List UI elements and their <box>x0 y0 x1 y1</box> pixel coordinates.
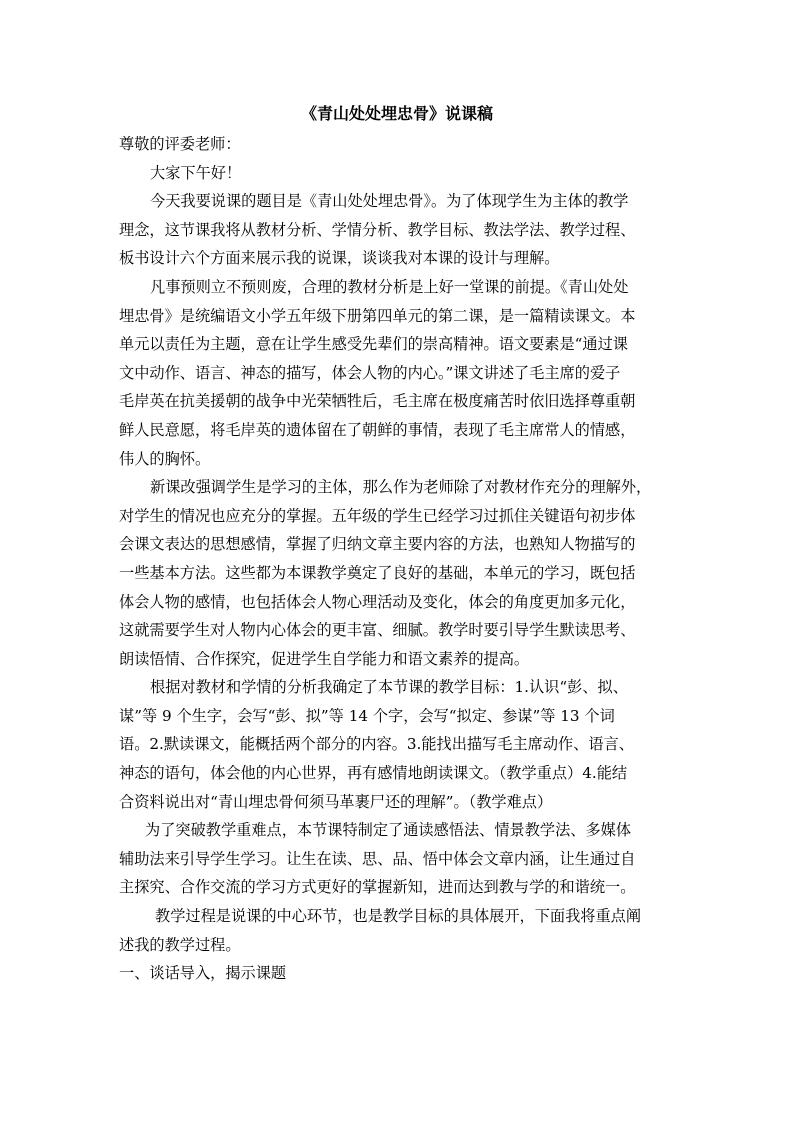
text-line: 毛岸英在抗美援朝的战争中光荣牺牲后，毛主席在极度痛苦时依旧选择尊重朝 <box>119 392 636 411</box>
text-line: 教学过程是说课的中心环节，也是教学目标的具体展开，下面我将重点阐 <box>155 907 641 926</box>
text-line: 合资料说出对“青山埋忠骨何须马革裹尸还的理解”。（教学难点） <box>119 792 553 811</box>
text-line: 会课文表达的思想感情，掌握了归纳文章主要内容的方法，也熟知人物描写的 <box>119 535 636 554</box>
text-line: 板书设计六个方面来展示我的说课，谈谈我对本课的设计与理解。 <box>119 249 560 268</box>
text-line: 辅助法来引导学生学习。让生在读、思、品、悟中体会文章内涵，让生通过自 <box>119 849 636 868</box>
paragraph <box>119 187 685 273</box>
text-line: 神态的语句，体会他的内心世界，再有感情地朗读课文。（教学重点）4.能结 <box>119 764 628 783</box>
text-line: 埋忠骨》是统编语文小学五年级下册第四单元的第二课，是一篇精读课文。本 <box>119 306 636 325</box>
text-line: 谋”等 9 个生字，会写“彭、拟”等 14 个字，会写“拟定、参谋”等 13 个词 <box>119 706 615 725</box>
text-line: 伟人的胸怀。 <box>119 449 211 468</box>
paragraph <box>119 816 685 902</box>
paragraph <box>119 673 685 816</box>
paragraph <box>119 273 685 473</box>
text-line: 单元以责任为主题，意在让学生感受先辈们的崇高精神。语文要素是“通过课 <box>119 335 628 354</box>
text-line: 根据对教材和学情的分析我确定了本节课的教学目标：1.认识“彭、拟、 <box>150 678 628 697</box>
document-title: 《青山处处埋忠骨》说课稿 <box>300 104 493 123</box>
text-line: 一、谈话导入，揭示课题 <box>119 964 287 983</box>
text-line: 主探究、合作交流的学习方式更好的掌握新知，进而达到教与学的和谐统一。 <box>119 878 636 897</box>
text-line: 理念，这节课我将从教材分析、学情分析、教学目标、教法学法、教学过程、 <box>119 220 636 239</box>
paragraph <box>119 159 685 188</box>
text-line: 对学生的情况也应充分的掌握。五年级的学生已经学习过抓住关键语句初步体 <box>119 506 636 525</box>
text-line: 体会人物的感情，也包括体会人物心理活动及变化，体会的角度更加多元化， <box>119 592 636 611</box>
text-line: 为了突破教学重难点，本节课特制定了通读感悟法、情景教学法、多媒体 <box>145 821 631 840</box>
text-line: 今天我要说课的题目是《青山处处埋忠骨》。为了体现学生为主体的教学 <box>150 192 629 211</box>
paragraph <box>119 902 685 959</box>
text-line: 鲜人民意愿，将毛岸英的遗体留在了朝鲜的事情，表现了毛主席常人的情感， <box>119 420 636 439</box>
paragraph <box>119 959 685 988</box>
text-line: 朗读悟情、合作探究，促进学生自学能力和语文素养的提高。 <box>119 649 530 668</box>
text-line: 文中动作、语言、神态的描写，体会人物的内心。”课文讲述了毛主席的爱子 <box>119 363 621 382</box>
text-line: 一些基本方法。这些都为本课教学奠定了良好的基础，本单元的学习，既包括 <box>119 563 636 582</box>
text-line: 新课改强调学生是学习的主体，那么作为老师除了对教材作充分的理解外， <box>150 478 652 497</box>
text-line: 这就需要学生对人物内心体会的更丰富、细腻。教学时要引导学生默读思考、 <box>119 621 636 640</box>
text-line: 尊敬的评委老师： <box>119 135 241 153</box>
text-line: 大家下午好！ <box>150 163 242 182</box>
text-line: 凡事预则立不预则废，合理的教材分析是上好一堂课的前提。《青山处处 <box>150 277 629 296</box>
paragraph <box>119 130 685 159</box>
document-body <box>119 130 685 988</box>
paragraph <box>119 473 685 673</box>
text-line: 述我的教学过程。 <box>119 935 241 954</box>
text-line: 语。2.默读课文，能概括两个部分的内容。3.能找出描写毛主席动作、语言、 <box>119 735 634 754</box>
